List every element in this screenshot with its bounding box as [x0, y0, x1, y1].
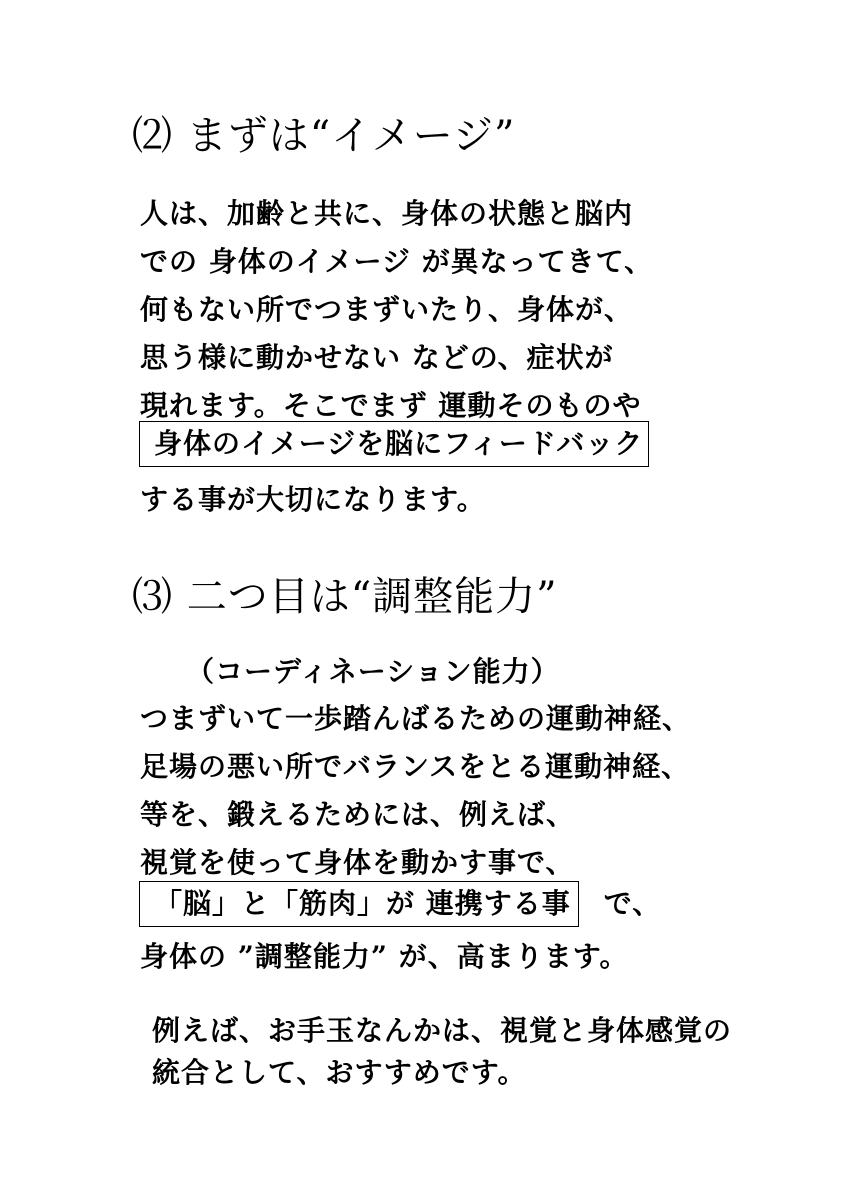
- section3-closing-line: 身体の ”調整能力” が、高まります。: [140, 940, 629, 973]
- section3-line-4: 視覚を使って身体を動かす事で、: [140, 846, 575, 879]
- section3-line-1: つまずいて一歩踏んばるための運動神経、: [140, 702, 692, 735]
- section2-closing-line: する事が大切になります。: [140, 483, 486, 516]
- section3-line-3: 等を、鍛えるためには、例えば、: [140, 798, 576, 831]
- section2-boxed-wrap: [139, 421, 649, 467]
- section2-boxed-line: 身体のイメージを脳にフィードバック: [139, 421, 649, 467]
- section2-line-4: 思う様に動かせない などの、症状が: [140, 341, 614, 374]
- section3-subtitle: （コーディネーション能力）: [186, 655, 560, 688]
- section2-line-2: での 身体のイメージ が異なってきて、: [140, 245, 654, 278]
- section3-boxed-suffix: で、: [603, 887, 662, 920]
- section2-line-3: 何もない所でつまずいたり、身体が、: [140, 293, 634, 326]
- section2-line-5: 現れます。そこでまず 運動そのものや: [140, 389, 642, 422]
- section3-line-2: 足場の悪い所でバランスをとる運動神経、: [140, 750, 691, 783]
- section2-heading: ⑵ まずは“イメージ”: [132, 113, 516, 159]
- section3-heading: ⑶ 二つ目は“調整能力”: [132, 574, 558, 620]
- section2-line-1: 人は、加齢と共に、身体の状態と脳内: [140, 197, 634, 230]
- note-line-2: 統合として、おすすめです。: [152, 1056, 527, 1089]
- section3-boxed-wrap: [139, 881, 661, 927]
- note-line-1: 例えば、お手玉なんかは、視覚と身体感覚の: [152, 1014, 733, 1047]
- section3-boxed-line: 「脳」と「筋肉」が 連携する事: [139, 881, 579, 927]
